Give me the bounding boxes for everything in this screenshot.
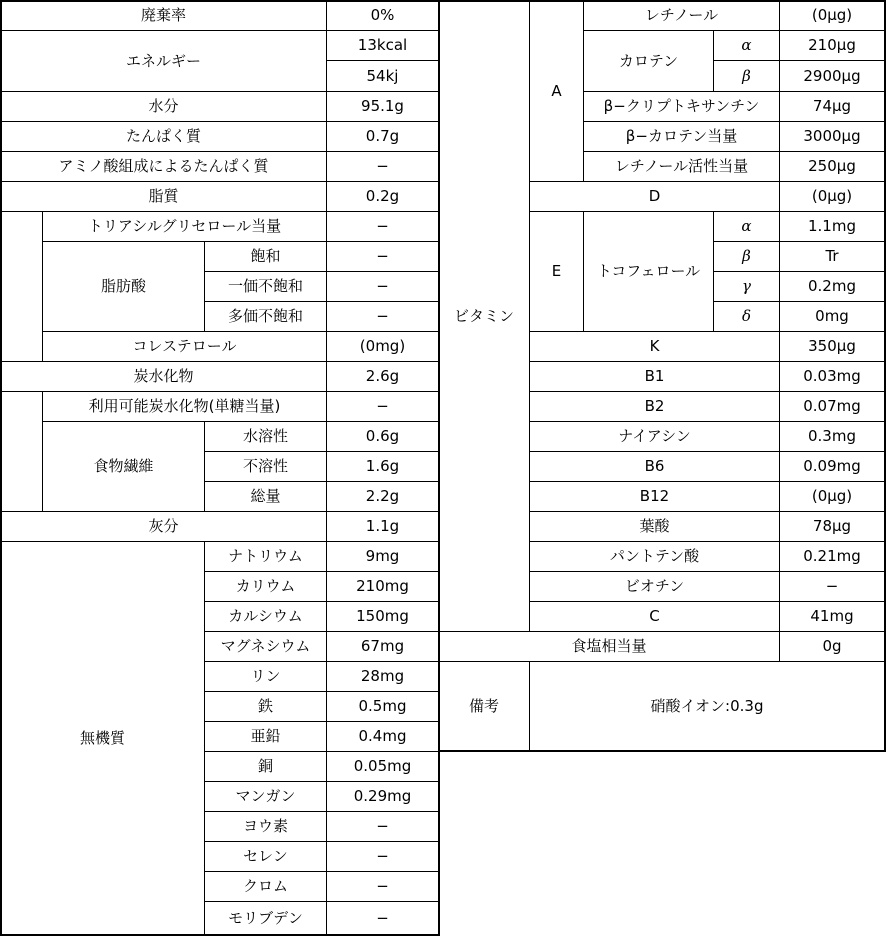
value-vitamin-b2: 0.07mg — [779, 391, 885, 422]
value-remarks: 硝酸イオン:0.3g — [529, 661, 885, 752]
label-vitamin-b2: B2 — [529, 391, 780, 422]
mineral-value: 0.29mg — [326, 781, 439, 812]
value-avail-carb: − — [326, 391, 439, 422]
label-tocopherol: トコフェロール — [583, 211, 714, 332]
value-folate: 78μg — [779, 511, 885, 542]
label-cholesterol: コレステロール — [42, 331, 327, 362]
mineral-value: − — [326, 871, 439, 902]
value-ash: 1.1g — [326, 511, 439, 542]
label-toco-beta: β — [713, 241, 780, 272]
value-vitamin-d: (0μg) — [779, 181, 885, 212]
mineral-value: 150mg — [326, 601, 439, 632]
mineral-label: セレン — [204, 841, 327, 872]
mineral-label: モリブデン — [204, 901, 327, 936]
label-carb: 炭水化物 — [0, 361, 327, 392]
value-haikiritsu: 0% — [326, 0, 439, 31]
label-cryptoxanthin: β−クリプトキサンチン — [583, 91, 780, 122]
value-water: 95.1g — [326, 91, 439, 122]
label-toco-delta: δ — [713, 301, 780, 332]
value-carotene-beta: 2900μg — [779, 60, 885, 92]
label-vitamin-a: A — [529, 0, 584, 182]
label-lipid: 脂質 — [0, 181, 327, 212]
label-carotene: カロテン — [583, 30, 714, 92]
mineral-label: 鉄 — [204, 691, 327, 722]
mineral-value: 0.05mg — [326, 751, 439, 782]
label-fiber-insoluble: 不溶性 — [204, 451, 327, 482]
value-mono: − — [326, 271, 439, 302]
mineral-value: 210mg — [326, 571, 439, 602]
value-energy-kj: 54kj — [326, 60, 439, 92]
label-vitamin-k: K — [529, 331, 780, 362]
value-triacyl: − — [326, 211, 439, 242]
mineral-value: 0.4mg — [326, 721, 439, 752]
value-beta-carotene-eq: 3000μg — [779, 121, 885, 152]
label-fatty-acid: 脂肪酸 — [42, 241, 205, 332]
label-salt: 食塩相当量 — [438, 631, 780, 662]
value-poly: − — [326, 301, 439, 332]
value-fiber-soluble: 0.6g — [326, 421, 439, 452]
value-niacin: 0.3mg — [779, 421, 885, 452]
value-toco-gamma: 0.2mg — [779, 271, 885, 302]
mineral-value: − — [326, 811, 439, 842]
carb-indent — [0, 391, 43, 512]
label-vitamin-b1: B1 — [529, 361, 780, 392]
label-folate: 葉酸 — [529, 511, 780, 542]
label-energy: エネルギー — [0, 30, 327, 92]
label-carotene-beta: β — [713, 60, 780, 92]
mineral-label: カリウム — [204, 571, 327, 602]
value-protein: 0.7g — [326, 121, 439, 152]
label-vitamins: ビタミン — [438, 0, 530, 632]
value-fiber-insoluble: 1.6g — [326, 451, 439, 482]
label-pantothenic: パントテン酸 — [529, 541, 780, 572]
label-retinol-activity: レチノール活性当量 — [583, 151, 780, 182]
mineral-label: リン — [204, 661, 327, 692]
label-vitamin-b12: B12 — [529, 481, 780, 512]
label-vitamin-b6: B6 — [529, 451, 780, 482]
value-saturated: − — [326, 241, 439, 272]
lipid-indent — [0, 211, 43, 362]
mineral-value: 28mg — [326, 661, 439, 692]
value-cholesterol: (0mg) — [326, 331, 439, 362]
value-retinol-activity: 250μg — [779, 151, 885, 182]
value-retinol: (0μg) — [779, 0, 885, 31]
value-vitamin-b6: 0.09mg — [779, 451, 885, 482]
label-toco-gamma: γ — [713, 271, 780, 302]
mineral-value: − — [326, 841, 439, 872]
label-vitamin-c: C — [529, 601, 780, 632]
label-minerals: 無機質 — [0, 541, 205, 936]
label-amino-protein: アミノ酸組成によるたんぱく質 — [0, 151, 327, 182]
value-lipid: 0.2g — [326, 181, 439, 212]
label-poly: 多価不飽和 — [204, 301, 327, 332]
value-vitamin-b12: (0μg) — [779, 481, 885, 512]
label-saturated: 飽和 — [204, 241, 327, 272]
value-carb: 2.6g — [326, 361, 439, 392]
value-pantothenic: 0.21mg — [779, 541, 885, 572]
value-toco-alpha: 1.1mg — [779, 211, 885, 242]
mineral-label: ヨウ素 — [204, 811, 327, 842]
label-remarks: 備考 — [438, 661, 530, 752]
mineral-label: 亜鉛 — [204, 721, 327, 752]
value-toco-delta: 0mg — [779, 301, 885, 332]
label-niacin: ナイアシン — [529, 421, 780, 452]
label-ash: 灰分 — [0, 511, 327, 542]
label-triacyl: トリアシルグリセロール当量 — [42, 211, 327, 242]
mineral-label: マグネシウム — [204, 631, 327, 662]
label-retinol: レチノール — [583, 0, 780, 31]
value-amino-protein: − — [326, 151, 439, 182]
value-toco-beta: Tr — [779, 241, 885, 272]
label-protein: たんぱく質 — [0, 121, 327, 152]
value-energy-kcal: 13kcal — [326, 30, 439, 61]
value-fiber-total: 2.2g — [326, 481, 439, 512]
label-carotene-alpha: α — [713, 30, 780, 61]
value-carotene-alpha: 210μg — [779, 30, 885, 61]
mineral-label: カルシウム — [204, 601, 327, 632]
value-vitamin-c: 41mg — [779, 601, 885, 632]
mineral-value: 0.5mg — [326, 691, 439, 722]
label-water: 水分 — [0, 91, 327, 122]
value-vitamin-k: 350μg — [779, 331, 885, 362]
label-vitamin-d: D — [529, 181, 780, 212]
label-beta-carotene-eq: β−カロテン当量 — [583, 121, 780, 152]
mineral-label: クロム — [204, 871, 327, 902]
value-biotin: − — [779, 571, 885, 602]
value-cryptoxanthin: 74μg — [779, 91, 885, 122]
label-fiber-total: 総量 — [204, 481, 327, 512]
label-mono: 一価不飽和 — [204, 271, 327, 302]
mineral-label: 銅 — [204, 751, 327, 782]
value-salt: 0g — [779, 631, 885, 662]
label-vitamin-e: E — [529, 211, 584, 332]
label-haikiritsu: 廃棄率 — [0, 0, 327, 31]
label-biotin: ビオチン — [529, 571, 780, 602]
label-toco-alpha: α — [713, 211, 780, 242]
mineral-label: ナトリウム — [204, 541, 327, 572]
mineral-value: 9mg — [326, 541, 439, 572]
mineral-value: − — [326, 901, 439, 936]
label-avail-carb: 利用可能炭水化物(単糖当量) — [42, 391, 327, 422]
mineral-value: 67mg — [326, 631, 439, 662]
value-vitamin-b1: 0.03mg — [779, 361, 885, 392]
label-fiber-soluble: 水溶性 — [204, 421, 327, 452]
label-fiber: 食物繊維 — [42, 421, 205, 512]
mineral-label: マンガン — [204, 781, 327, 812]
